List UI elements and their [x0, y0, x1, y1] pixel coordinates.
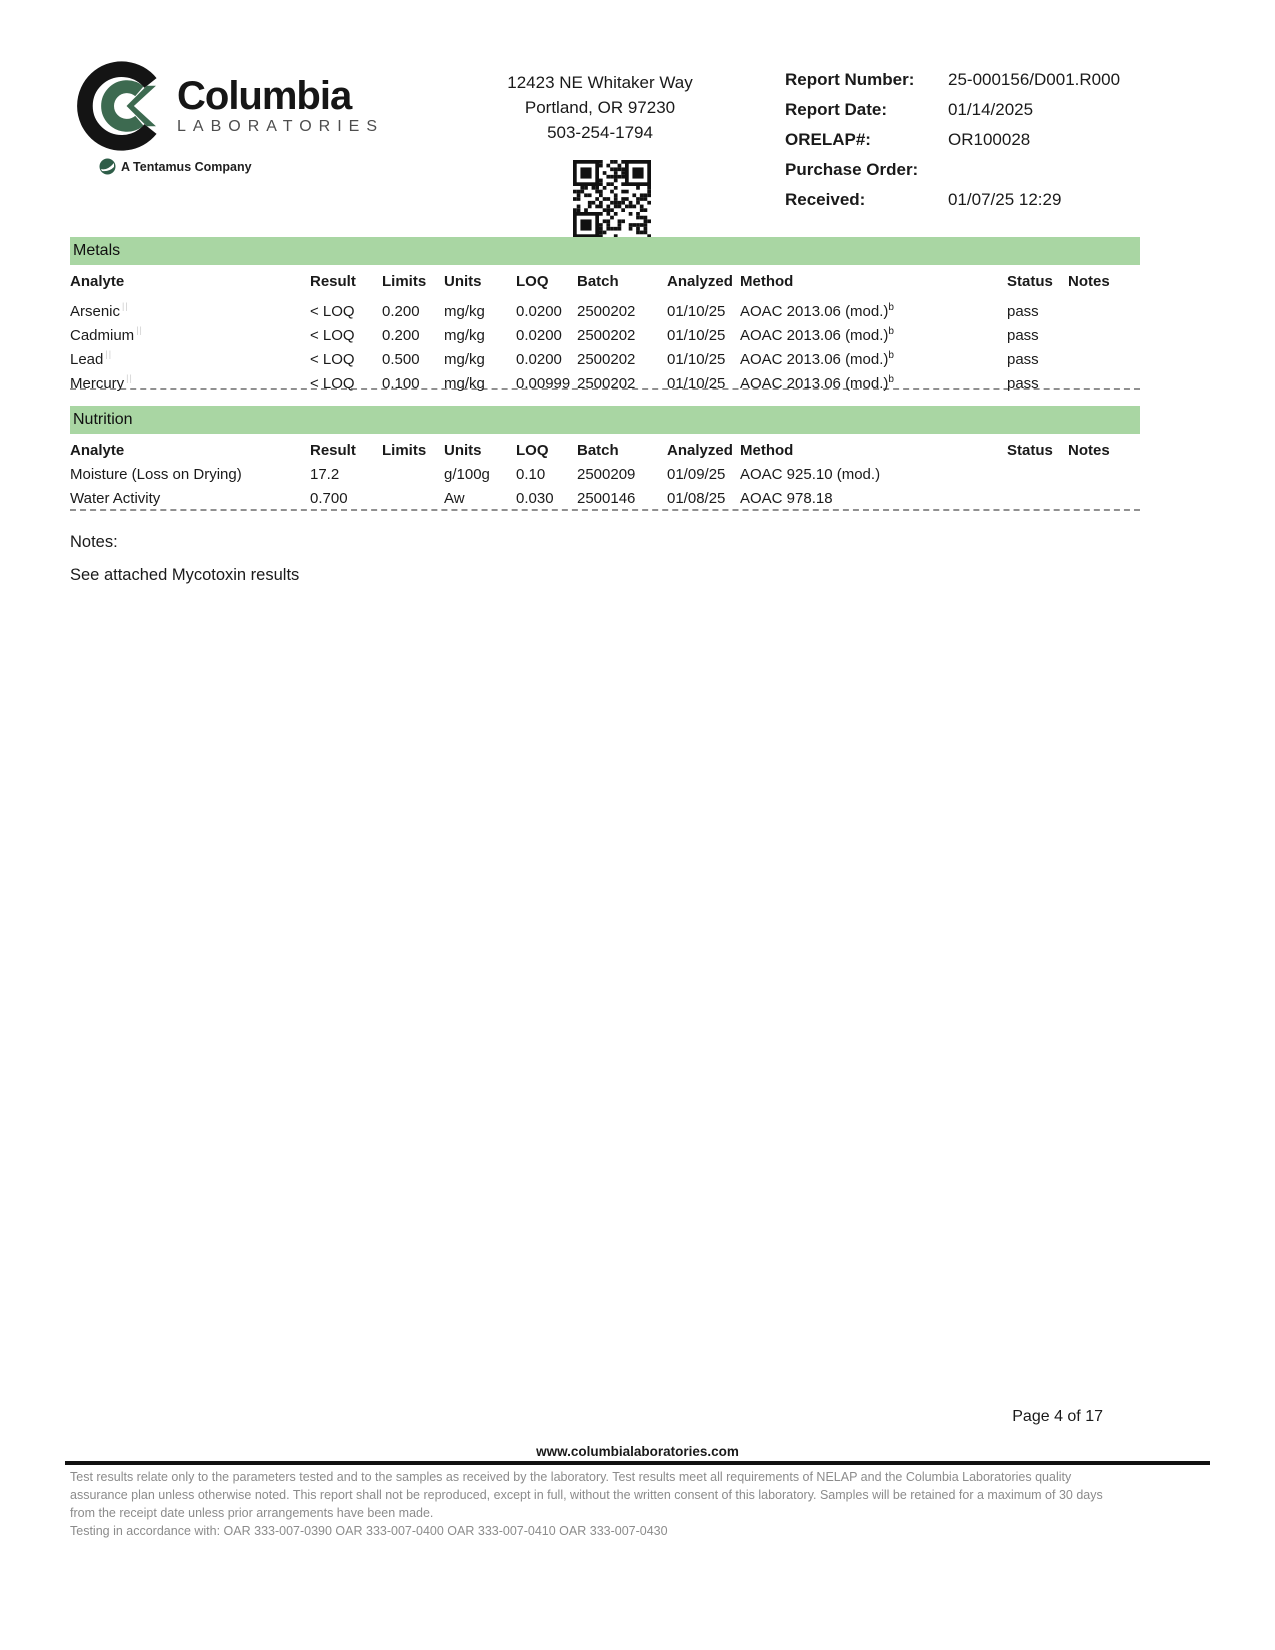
limits-value: 0.200 — [382, 303, 420, 320]
brand-name: Columbia — [177, 74, 352, 118]
tentamus-bird-icon — [99, 158, 116, 175]
analyte-name: Cadmium — [70, 327, 135, 344]
report-number-label: Report Number: — [785, 70, 915, 89]
analyzed-value: 01/10/25 — [667, 351, 726, 368]
section-header-nutrition: Nutrition — [70, 406, 1140, 434]
units-value: g/100g — [444, 466, 490, 483]
col-notes: Notes — [1068, 273, 1110, 290]
result-value: < LOQ — [310, 375, 355, 392]
report-number-row — [785, 70, 1185, 100]
result-value: < LOQ — [310, 303, 355, 320]
notes-heading: Notes: — [70, 533, 118, 551]
batch-value: 2500202 — [577, 351, 636, 368]
col-notes: Notes — [1068, 442, 1110, 459]
result-value: 17.2 — [310, 466, 340, 483]
units-value: mg/kg — [444, 375, 485, 392]
method-footnote: b — [888, 374, 894, 385]
table-row-moisture — [70, 463, 1140, 487]
metals-column-headers — [70, 265, 1140, 294]
method-footnote: b — [888, 302, 894, 313]
tentamus-tagline: A Tentamus Company — [121, 159, 252, 174]
notes-section — [70, 533, 1140, 585]
status-value: pass — [1007, 327, 1039, 344]
method-value: AOAC 2013.06 (mod.) — [740, 303, 889, 320]
loq-value: 0.0200 — [516, 327, 562, 344]
method-value: AOAC 2013.06 (mod.) — [740, 327, 889, 344]
analyzed-value: 01/10/25 — [667, 375, 726, 392]
method-footnote: b — [888, 350, 894, 361]
col-limits: Limits — [382, 442, 427, 459]
analyte-name: Mercury — [70, 375, 125, 392]
loq-value: 0.0200 — [516, 351, 562, 368]
batch-value: 2500202 — [577, 375, 636, 392]
col-analyte: Analyte — [70, 442, 125, 459]
batch-value: 2500202 — [577, 303, 636, 320]
footnote-mark: || — [126, 373, 133, 383]
purchase-order-label: Purchase Order: — [785, 160, 919, 179]
report-date-row — [785, 100, 1185, 130]
units-value: mg/kg — [444, 351, 485, 368]
table-row-water-activity — [70, 487, 1140, 511]
loq-value: 0.00999 — [516, 375, 571, 392]
report-info — [785, 70, 1185, 220]
units-value: Aw — [444, 490, 465, 507]
units-value: mg/kg — [444, 327, 485, 344]
batch-value: 2500146 — [577, 490, 636, 507]
result-value: < LOQ — [310, 351, 355, 368]
footnote-mark: || — [105, 349, 113, 359]
purchase-order-row — [785, 160, 1185, 190]
col-loq: LOQ — [516, 273, 549, 290]
report-date-value: 01/14/2025 — [948, 100, 1034, 119]
loq-value: 0.10 — [516, 466, 546, 483]
analyte-name: Arsenic — [70, 303, 121, 320]
footer-accordance: Testing in accordance with: OAR 333-007-0390 OAR 333-007-0400 OAR 333-007-0410 OAR 333-007-0430 — [70, 1524, 668, 1538]
columbia-logo-icon — [75, 60, 167, 152]
limits-value: 0.100 — [382, 375, 420, 392]
website-url: www.columbialaboratories.com — [536, 1444, 739, 1459]
col-result: Result — [310, 442, 356, 459]
footnote-mark: || — [122, 301, 129, 311]
section-header-metals: Metals — [70, 237, 1140, 265]
page-indicator: Page 4 of 17 — [1012, 1408, 1103, 1425]
report-number-value: 25-000156/D001.R000 — [948, 70, 1121, 89]
analyte-name: Moisture (Loss on Drying) — [70, 466, 242, 483]
limits-value: 0.200 — [382, 327, 420, 344]
notes-body: See attached Mycotoxin results — [70, 566, 300, 584]
col-analyte: Analyte — [70, 273, 125, 290]
orelap-label: ORELAP#: — [785, 130, 871, 149]
analyte-name: Lead — [70, 351, 104, 368]
method-value: AOAC 2013.06 (mod.) — [740, 375, 889, 392]
col-method: Method — [740, 442, 794, 459]
col-loq: LOQ — [516, 442, 549, 459]
footer-divider — [65, 1461, 1210, 1465]
received-row — [785, 190, 1185, 220]
analyzed-value: 01/08/25 — [667, 490, 726, 507]
col-batch: Batch — [577, 273, 619, 290]
col-method: Method — [740, 273, 794, 290]
company-logo-block — [75, 60, 405, 175]
method-value: AOAC 925.10 (mod.) — [740, 466, 881, 483]
qr-code — [573, 160, 651, 238]
col-units: Units — [444, 273, 482, 290]
col-units: Units — [444, 442, 482, 459]
analyzed-value: 01/10/25 — [667, 327, 726, 344]
footer-disclaimer: Test results relate only to the parameters tested and to the samples as received by the laboratory. Test results meet all requirements of NELAP and the Columbia Laboratories quality assurance plan unless otherwise noted. This report shall not be reproduced, except in full, without the written consent of this laboratory. Samples will be retained for a maximum of 30 days from the receipt date unless prior arrangements have been made. — [70, 1470, 1103, 1520]
loq-value: 0.030 — [516, 490, 554, 507]
result-value: < LOQ — [310, 327, 355, 344]
method-value: AOAC 978.18 — [740, 490, 833, 507]
status-value: pass — [1007, 351, 1039, 368]
status-value: pass — [1007, 303, 1039, 320]
report-date-label: Report Date: — [785, 100, 888, 119]
batch-value: 2500209 — [577, 466, 636, 483]
phone-number: 503-254-1794 — [547, 123, 653, 142]
col-limits: Limits — [382, 273, 427, 290]
col-status: Status — [1007, 442, 1053, 459]
footnote-mark: || — [136, 325, 143, 335]
batch-value: 2500202 — [577, 327, 636, 344]
received-label: Received: — [785, 190, 866, 209]
method-footnote: b — [888, 326, 894, 337]
analyzed-value: 01/09/25 — [667, 466, 726, 483]
orelap-value: OR100028 — [948, 130, 1031, 149]
status-value: pass — [1007, 375, 1039, 392]
col-batch: Batch — [577, 442, 619, 459]
col-analyzed: Analyzed — [667, 273, 733, 290]
nutrition-column-headers — [70, 434, 1140, 463]
col-status: Status — [1007, 273, 1053, 290]
analyzed-value: 01/10/25 — [667, 303, 726, 320]
col-analyzed: Analyzed — [667, 442, 733, 459]
brand-subtitle: LABORATORIES — [177, 118, 384, 135]
result-value: 0.700 — [310, 490, 348, 507]
results-content — [70, 237, 1140, 585]
units-value: mg/kg — [444, 303, 485, 320]
table-row-arsenic — [70, 294, 1140, 318]
col-result: Result — [310, 273, 356, 290]
address-line-2: Portland, OR 97230 — [524, 98, 676, 117]
method-value: AOAC 2013.06 (mod.) — [740, 351, 889, 368]
received-value: 01/07/25 12:29 — [948, 190, 1062, 209]
limits-value: 0.500 — [382, 351, 420, 368]
address-line-1: 12423 NE Whitaker Way — [507, 73, 693, 92]
loq-value: 0.0200 — [516, 303, 562, 320]
lab-address — [455, 70, 745, 145]
orelap-row — [785, 130, 1185, 160]
analyte-name: Water Activity — [70, 490, 161, 507]
